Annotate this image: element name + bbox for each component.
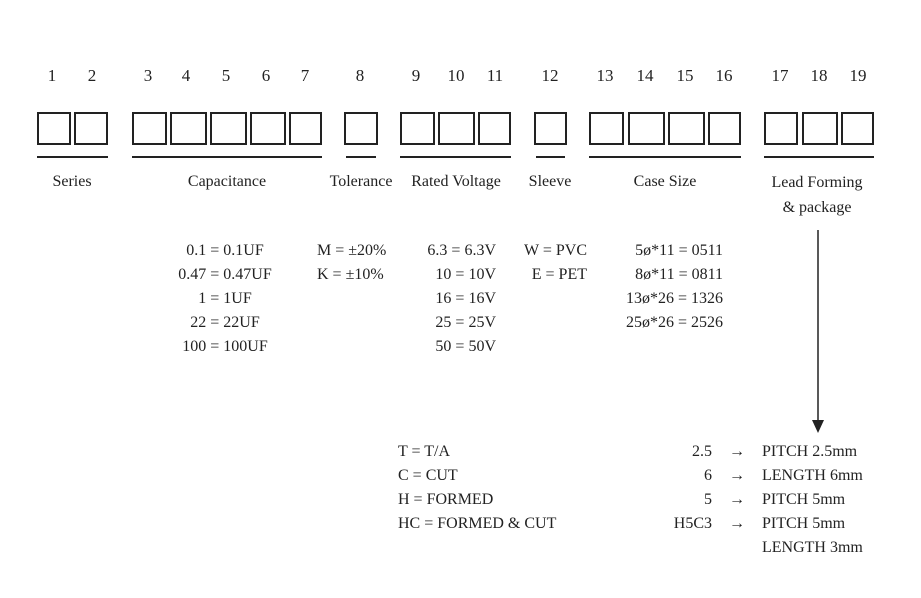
package-code: T = T/A [398,443,450,460]
lead-code: H5C3 [673,515,712,532]
tolerance-label: Tolerance [329,173,393,190]
code-box-18 [802,112,838,145]
tolerance-code-list [317,239,407,287]
tolerance-code: K = ±10% [317,266,384,283]
code-box-3 [132,112,167,145]
position-number-10: 10 [447,66,465,85]
voltage-underline [400,156,511,158]
code-box-4 [170,112,207,145]
lead-code-row [620,488,880,512]
case-size-code: 25ø*26 = 2526 [625,314,723,331]
sleeve-underline [536,156,565,158]
lead-code-desc: PITCH 5mm [762,515,846,532]
position-number-6: 6 [261,66,271,85]
lead-code: 2.5 [692,443,712,460]
right-arrow-icon: → [729,467,745,484]
position-number-12: 12 [541,66,559,85]
package-code: H = FORMED [398,491,494,508]
capacitance-code: 22 = 22UF [190,314,260,331]
code-box-15 [668,112,705,145]
capacitance-underline [132,156,322,158]
lead-code: 5 [704,491,712,508]
case-size-code: 8ø*11 = 0811 [635,266,723,283]
tolerance-code: M = ±20% [317,242,387,259]
code-box-5 [210,112,247,145]
lead-code-list [620,440,880,560]
lead-code-desc: PITCH 5mm [762,491,846,508]
voltage-code: 50 = 50V [435,338,496,355]
position-number-15: 15 [676,66,694,85]
code-box-2 [74,112,108,145]
position-number-7: 7 [300,66,310,85]
lead-code-row [620,512,880,536]
position-number-5: 5 [221,66,231,85]
capacitance-label: Capacitance [187,173,267,190]
code-box-16 [708,112,741,145]
sleeve-code: E = PET [531,266,587,283]
position-number-1: 1 [47,66,57,85]
code-box-12 [534,112,567,145]
package-code: C = CUT [398,467,458,484]
lead-forming-label-line2: & package [782,199,852,216]
code-box-1 [37,112,71,145]
position-number-4: 4 [181,66,191,85]
lead-code: 6 [704,467,712,484]
position-number-18: 18 [810,66,828,85]
lead-code-row [620,440,880,464]
series-underline [37,156,108,158]
code-box-6 [250,112,286,145]
right-arrow-icon: → [729,443,745,460]
right-arrow-icon: → [729,491,745,508]
sleeve-code: W = PVC [524,242,587,259]
series-label: Series [52,173,92,190]
right-arrow-icon: → [729,515,745,532]
down-arrow-icon [808,230,828,435]
capacitance-code-list [155,239,295,359]
voltage-code: 10 = 10V [435,266,496,283]
capacitance-code: 0.1 = 0.1UF [186,242,264,259]
voltage-code: 25 = 25V [435,314,496,331]
tolerance-underline [346,156,376,158]
lead-code-desc: LENGTH 3mm [762,539,863,556]
position-number-19: 19 [849,66,867,85]
code-box-8 [344,112,378,145]
case-size-code-list [593,239,723,335]
case-size-code: 13ø*26 = 1326 [625,290,723,307]
package-code: HC = FORMED & CUT [398,515,557,532]
capacitance-code: 100 = 100UF [182,338,268,355]
position-number-13: 13 [596,66,614,85]
lead-code-row [620,464,880,488]
position-number-11: 11 [486,66,504,85]
code-box-19 [841,112,874,145]
code-box-13 [589,112,624,145]
voltage-code: 6.3 = 6.3V [427,242,496,259]
voltage-code-list [404,239,496,359]
code-box-14 [628,112,665,145]
code-box-9 [400,112,435,145]
position-number-17: 17 [771,66,789,85]
code-box-10 [438,112,475,145]
rated-voltage-label: Rated Voltage [411,173,501,190]
code-box-11 [478,112,511,145]
position-number-2: 2 [87,66,97,85]
position-number-3: 3 [143,66,153,85]
position-number-9: 9 [411,66,421,85]
code-box-7 [289,112,322,145]
case-size-underline [589,156,741,158]
capacitance-code: 0.47 = 0.47UF [178,266,272,283]
package-code-list [398,440,598,536]
code-box-17 [764,112,798,145]
position-number-14: 14 [636,66,654,85]
lead-code-desc: LENGTH 6mm [762,467,863,484]
voltage-code: 16 = 16V [435,290,496,307]
position-number-16: 16 [715,66,733,85]
lead-forming-label: Lead Forming [771,174,863,191]
sleeve-code-list [505,239,587,287]
sleeve-label: Sleeve [528,173,572,190]
lead-code-desc: PITCH 2.5mm [762,443,858,460]
lead-forming-underline [764,156,874,158]
position-number-8: 8 [355,66,365,85]
case-size-code: 5ø*11 = 0511 [635,242,723,259]
lead-code-row [620,536,880,560]
capacitance-code: 1 = 1UF [198,290,252,307]
case-size-label: Case Size [633,173,697,190]
